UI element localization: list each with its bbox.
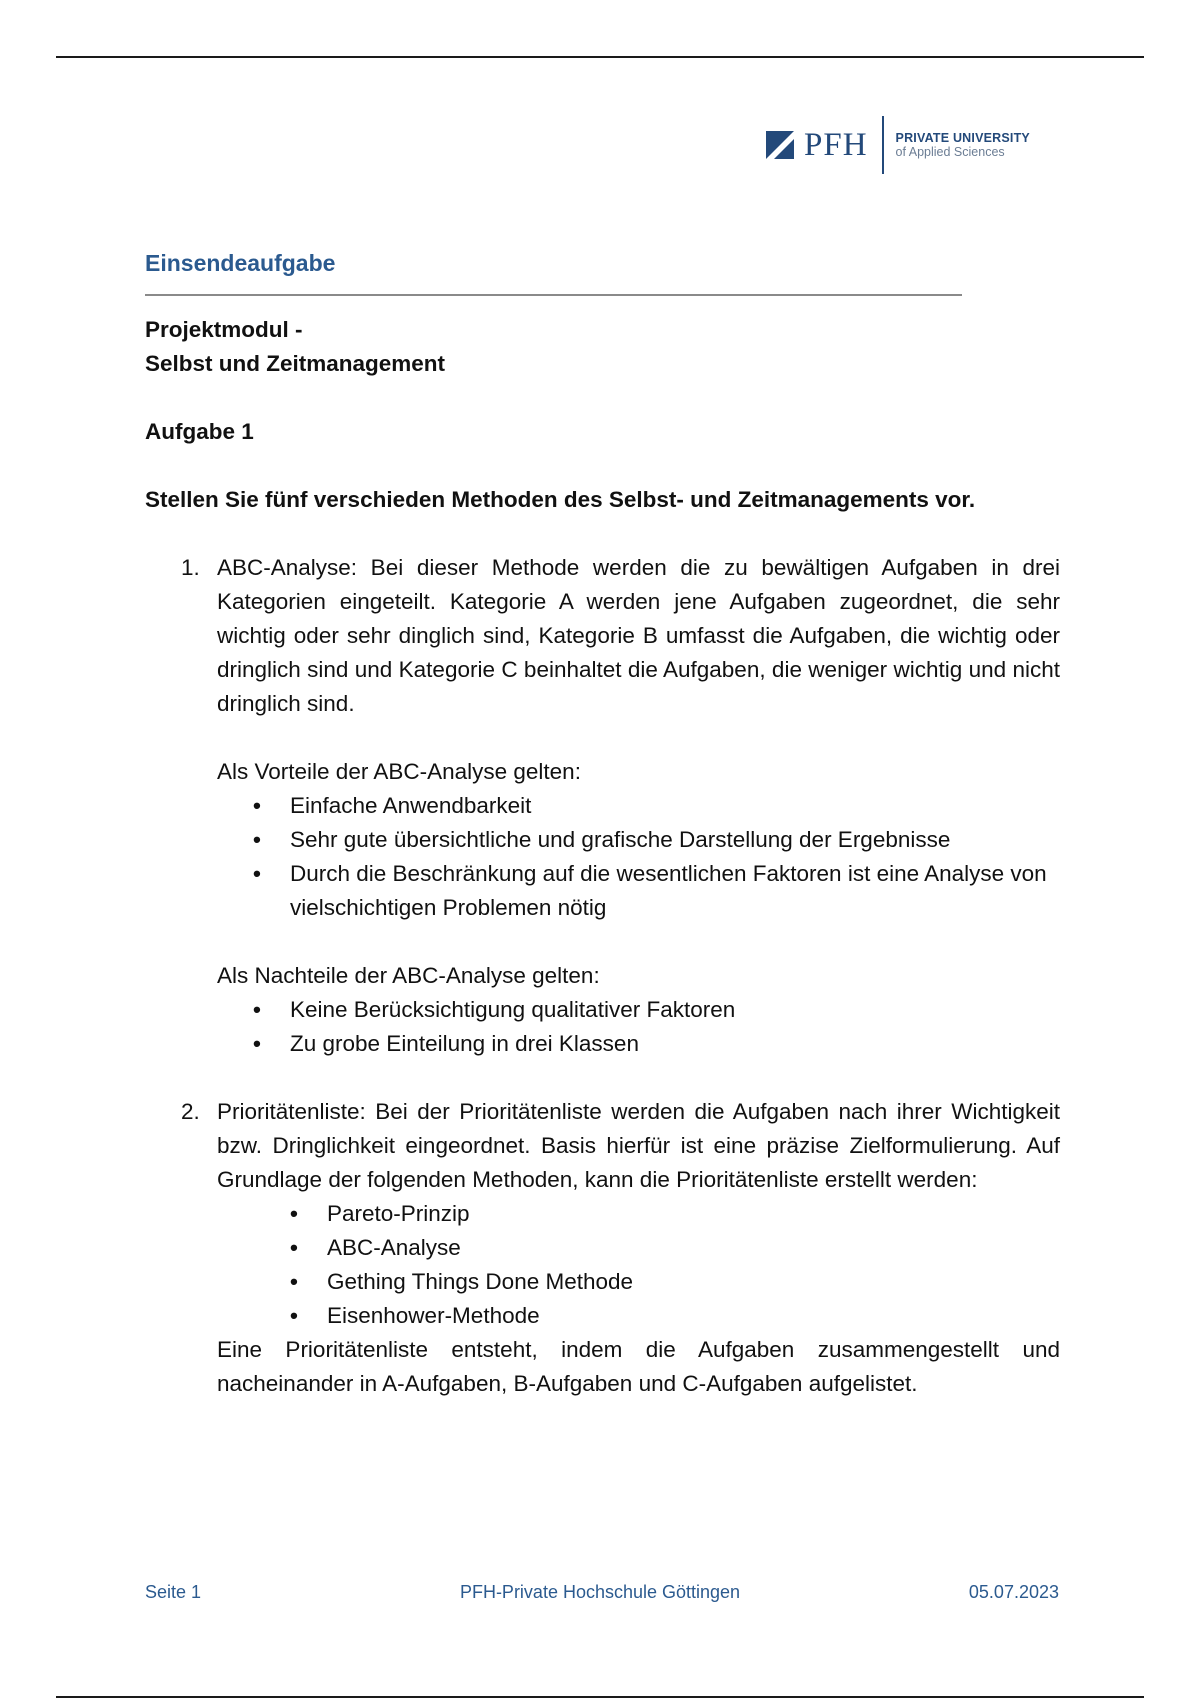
- list-item: [145, 857, 1060, 925]
- module-title-line2: Selbst und Zeitmanagement: [145, 351, 446, 376]
- bullet-icon: •: [290, 1269, 298, 1294]
- item-text: ABC-Analyse: Bei dieser Methode werden die zu bewältigen Aufgaben in drei Kategorien eingeteilt. Kategorie A werden jene Aufgaben zugeordnet, die sehr wichtig oder sehr dinglich sind, Kategorie B umfasst die Aufgaben, die wichtig oder dringlich sind und Kategorie C beinhaltet die Aufgaben, die weniger wichtig und nicht dringlich sind.: [217, 555, 1060, 716]
- bullet-text: Gething Things Done Methode: [327, 1269, 634, 1294]
- bullet-icon: •: [253, 827, 261, 852]
- logo-subtitle: [896, 131, 1030, 159]
- list-item: [145, 789, 1060, 823]
- bullet-icon: •: [253, 861, 261, 886]
- pfh-logo: [766, 114, 1030, 176]
- bullet-text: ABC-Analyse: [327, 1235, 461, 1260]
- bullet-icon: •: [253, 1031, 261, 1056]
- conclusion-text: Eine Prioritätenliste entsteht, indem die Aufgaben zusammengestellt und nacheinander in A-Aufgaben, B-Aufgaben und C-Aufgaben aufgelistet.: [217, 1337, 1060, 1396]
- bullet-text: Keine Berücksichtigung qualitativer Faktoren: [290, 997, 736, 1022]
- bullet-text: Durch die Beschränkung auf die wesentlichen Faktoren ist eine Analyse von vielschichtigen Problemen nötig: [290, 861, 1047, 920]
- footer-page-number: Seite 1: [145, 1582, 202, 1602]
- module-title-line1: Projektmodul -: [145, 317, 303, 342]
- logo-name: PFH: [804, 126, 868, 163]
- list-item: [145, 1231, 1060, 1265]
- list-item-prioritaetenliste: [145, 1095, 1060, 1197]
- bullet-icon: •: [290, 1303, 298, 1328]
- footer-institution: PFH-Private Hochschule Göttingen: [459, 1582, 741, 1602]
- bullet-icon: •: [253, 997, 261, 1022]
- list-item: [145, 1299, 1060, 1333]
- logo-subtitle-line2: of Applied Sciences: [895, 145, 1005, 159]
- bullet-text: Zu grobe Einteilung in drei Klassen: [290, 1031, 639, 1056]
- list-item: [145, 1027, 1060, 1061]
- bullet-text: Pareto-Prinzip: [327, 1201, 470, 1226]
- bullet-icon: •: [253, 793, 261, 818]
- label-rule: [145, 294, 962, 296]
- pros-list: [145, 789, 1060, 925]
- document-body: [145, 313, 1060, 1401]
- item-number: 1.: [181, 555, 200, 580]
- footer-date: 05.07.2023: [968, 1582, 1059, 1602]
- top-rule: [56, 56, 1144, 58]
- list-item-abc-analyse: [145, 551, 1060, 721]
- pros-intro: Als Vorteile der ABC-Analyse gelten:: [217, 759, 581, 784]
- logo-mark-icon: [766, 131, 794, 159]
- bullet-text: Einfache Anwendbarkeit: [290, 793, 532, 818]
- bullet-text: Eisenhower-Methode: [327, 1303, 540, 1328]
- list-item: [145, 1265, 1060, 1299]
- list-item: [145, 823, 1060, 857]
- bottom-rule: [56, 1696, 1144, 1698]
- list-item: [145, 993, 1060, 1027]
- cons-list: [145, 993, 1060, 1061]
- logo-subtitle-line1: PRIVATE UNIVERSITY: [895, 131, 1030, 145]
- item-text: Prioritätenliste: Bei der Prioritätenliste werden die Aufgaben nach ihrer Wichtigkeit bzw. Dringlichkeit eingeordnet. Basis hierfür ist eine präzise Zielformulierung. Auf Grundlage der folgenden Methoden, kann die Prioritätenliste erstellt werden:: [217, 1099, 1060, 1192]
- bullet-icon: •: [290, 1235, 298, 1260]
- cons-intro: Als Nachteile der ABC-Analyse gelten:: [217, 963, 600, 988]
- methods-list: [145, 1197, 1060, 1333]
- task-title: Aufgabe 1: [145, 419, 254, 444]
- task-question: Stellen Sie fünf verschieden Methoden des Selbst- und Zeitmanagements vor.: [145, 487, 976, 512]
- document-label: Einsendeaufgabe: [145, 250, 336, 276]
- list-item: [145, 1197, 1060, 1231]
- bullet-text: Sehr gute übersichtliche und grafische Darstellung der Ergebnisse: [290, 827, 951, 852]
- item-number: 2.: [181, 1099, 200, 1124]
- bullet-icon: •: [290, 1201, 298, 1226]
- logo-separator: [882, 116, 884, 174]
